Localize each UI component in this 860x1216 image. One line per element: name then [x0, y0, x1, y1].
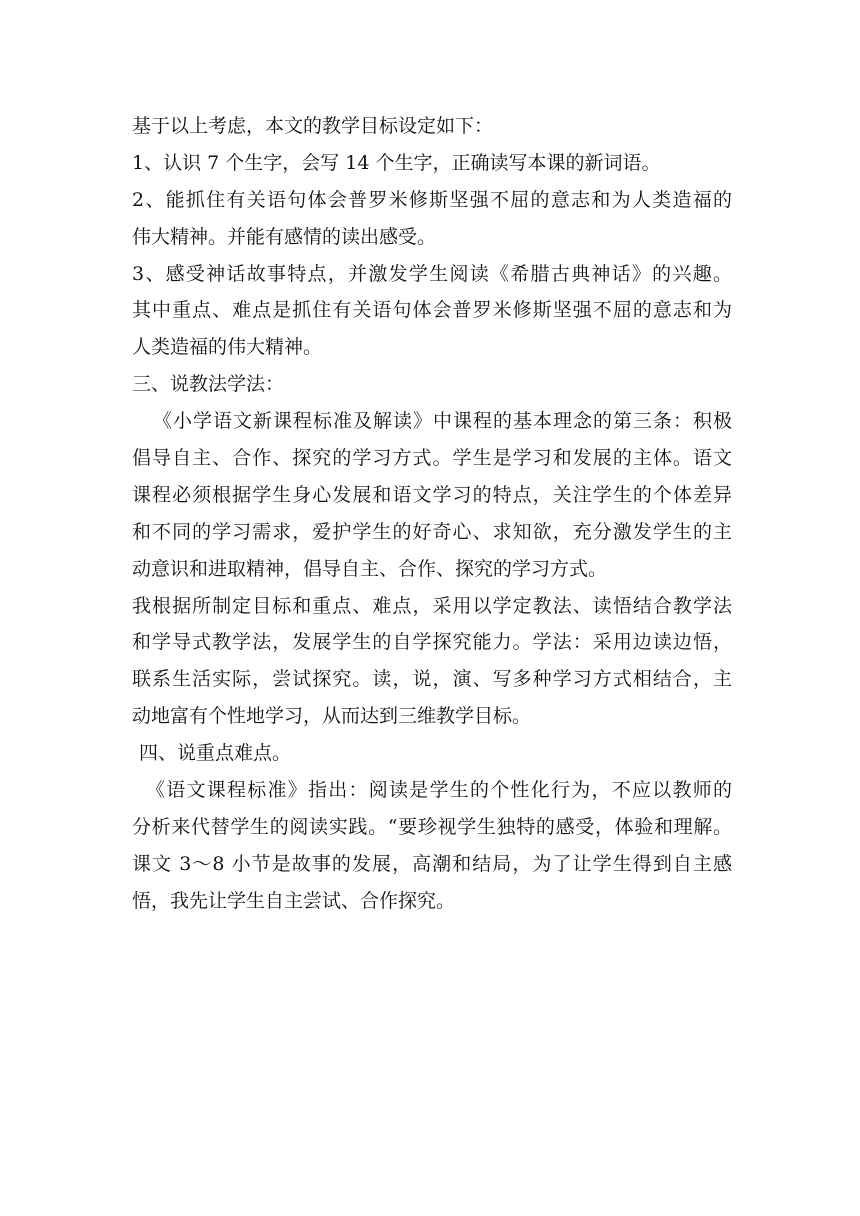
reading-paragraph-line: 《语文课程标准》指出：阅读是学生的个性化行为，不应以教师的: [146, 779, 732, 802]
approach-paragraph-line: 动地富有个性地学习，从而达到三维教学目标。: [132, 705, 532, 728]
goal-item-2: 2、能抓住有关语句体会普罗米修斯坚强不屈的意志和为人类造福的: [132, 188, 732, 211]
paragraph-line: 基于以上考虑，本文的教学目标设定如下：: [132, 115, 494, 137]
goal-item-1: 1、认识 7 个生字，会写 14 个生字，正确读写本课的新词语。: [132, 151, 661, 174]
key-points-line-continued: 人类造福的伟大精神。: [132, 336, 323, 359]
methods-paragraph-line: 倡导自主、合作、探究的学习方式。学生是学习和发展的主体。语文: [132, 447, 732, 470]
methods-paragraph-line: 和不同的学习需求，爱护学生的好奇心、求知欲，充分激发学生的主: [132, 520, 732, 543]
section-heading-key-points: 四、说重点难点。: [139, 742, 292, 765]
methods-paragraph-line: 动意识和进取精神，倡导自主、合作、探究的学习方式。: [132, 557, 608, 580]
approach-paragraph-line: 和学导式教学法，发展学生的自学探究能力。学法：采用边读边悟，: [132, 631, 732, 654]
reading-paragraph-line: 悟，我先让学生自主尝试、合作探究。: [132, 889, 456, 912]
reading-paragraph-line: 课文 3～8 小节是故事的发展，高潮和结局，为了让学生得到自主感: [132, 852, 732, 875]
approach-paragraph-line: 联系生活实际，尝试探究。读，说，演、写多种学习方式相结合，主: [132, 668, 732, 691]
goal-item-3: 3、感受神话故事特点，并激发学生阅读《希腊古典神话》的兴趣。: [132, 262, 732, 285]
reading-paragraph-line: 分析来代替学生的阅读实践。“要珍视学生独特的感受，体验和理解。: [132, 815, 732, 838]
section-heading-methods: 三、说教法学法：: [132, 373, 285, 396]
methods-paragraph-line: 课程必须根据学生身心发展和语文学习的特点，关注学生的个体差异: [132, 483, 732, 506]
approach-paragraph-line: 我根据所制定目标和重点、难点，采用以学定教法、读悟结合教学法: [132, 594, 732, 617]
methods-paragraph-line: 《小学语文新课程标准及解读》中课程的基本理念的第三条：积极: [153, 410, 732, 433]
goal-item-2-continued: 伟大精神。并能有感情的读出感受。: [132, 225, 437, 248]
document-body: [132, 108, 732, 920]
key-points-line: 其中重点、难点是抓住有关语句体会普罗米修斯坚强不屈的意志和为: [132, 299, 732, 322]
